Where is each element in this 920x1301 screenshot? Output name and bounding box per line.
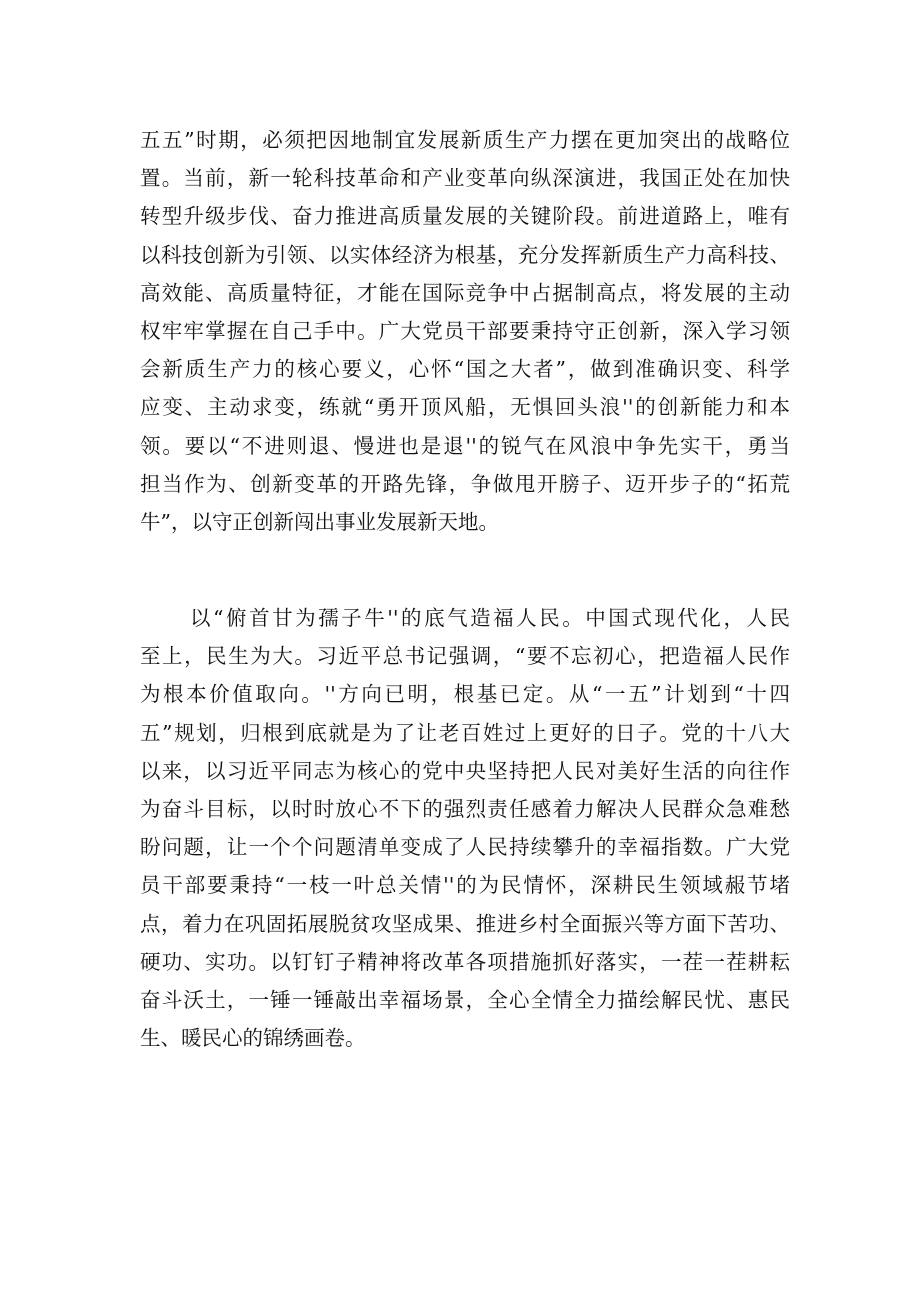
paragraph-line: 应变、主动求变，练就“勇开顶风船，无惧回头浪''的创新能力和本 <box>140 395 790 420</box>
paragraph-line: 高效能、高质量特征，才能在国际竞争中占据制高点，将发展的主动 <box>140 280 790 305</box>
paragraph-line: 以“俯首甘为孺子牛''的底气造福人民。中国式现代化，人民 <box>190 606 790 630</box>
paragraph-line: 权牢牢掌握在自己手中。广大党员干部要秉持守正创新，深入学习领 <box>140 318 790 343</box>
paragraph-line: 为根本价值取向。''方向已明，根基已定。从“一五”计划到“十四 <box>140 682 790 707</box>
paragraph-line: 转型升级步伐、奋力推进高质量发展的关键阶段。前进道路上，唯有 <box>140 204 790 229</box>
paragraph-line: 以来，以习近平同志为核心的党中央坚持把人民对美好生活的向往作 <box>140 758 790 783</box>
paragraph-line: 担当作为、创新变革的开路先锋，争做甩开膀子、迈开步子的“拓荒 <box>140 471 790 496</box>
paragraph-line: 会新质生产力的核心要义，心怀“国之大者”，做到准确识变、科学 <box>140 357 790 382</box>
paragraph-line: 为奋斗目标，以时时放心不下的强烈责任感着力解决人民群众急难愁 <box>140 796 790 821</box>
paragraph-line: 硬功、实功。以钉钉子精神将改革各项措施抓好落实，一茬一茬耕耘 <box>140 949 790 974</box>
paragraph-line: 牛”，以守正创新闯出事业发展新天地。 <box>140 509 499 534</box>
paragraph-line: 领。要以“不进则退、慢进也是退''的锐气在风浪中争先实干，勇当 <box>140 433 790 458</box>
paragraph-line: 生、暖民心的锦绣画卷。 <box>140 1026 366 1051</box>
paragraph-line: 五五”时期，必须把因地制宜发展新质生产力摆在更加突出的战略位 <box>140 128 790 152</box>
paragraph-innovation <box>140 121 790 541</box>
paragraph-line: 至上，民生为大。习近平总书记强调，“要不忘初心，把造福人民作 <box>140 644 790 669</box>
paragraph-people <box>140 599 790 1057</box>
paragraph-line: 盼问题，让一个个问题清单变成了人民持续攀升的幸福指数。广大党 <box>140 835 790 860</box>
paragraph-line: 置。当前，新一轮科技革命和产业变革向纵深演进，我国正处在加快 <box>140 166 790 191</box>
paragraph-line: 奋斗沃土，一锤一锤敲出幸福场景，全心全情全力描绘解民忧、惠民 <box>140 987 790 1012</box>
paragraph-line: 点，着力在巩固拓展脱贫攻坚成果、推进乡村全面振兴等方面下苦功、 <box>140 911 790 936</box>
paragraph-line: 五”规划，归根到底就是为了让老百姓过上更好的日子。党的十八大 <box>140 720 790 745</box>
paragraph-line: 员干部要秉持“一枝一叶总关情''的为民情怀，深耕民生领域赧节堵 <box>140 873 790 898</box>
paragraph-line: 以科技创新为引领、以实体经济为根基，充分发挥新质生产力高科技、 <box>140 242 790 267</box>
